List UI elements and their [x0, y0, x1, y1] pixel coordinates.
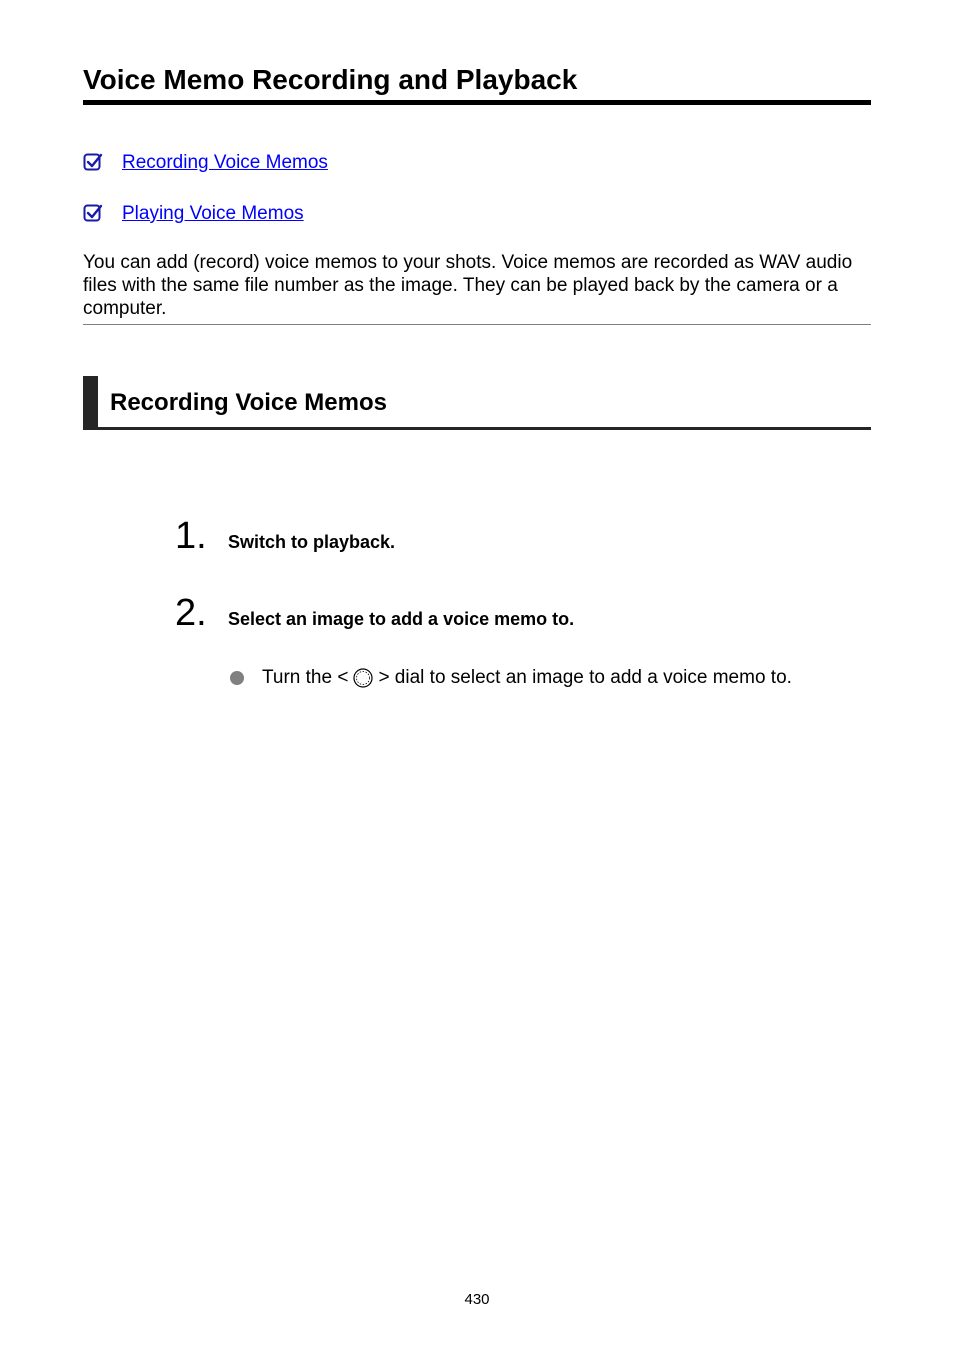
step-number: 2. [175, 592, 207, 634]
step-text: Select an image to add a voice memo to. [228, 609, 575, 629]
quick-control-dial-icon [352, 667, 374, 689]
page-number: 430 [464, 1291, 490, 1308]
step-1 [175, 516, 395, 556]
step-number: 1. [175, 515, 207, 557]
page-title: Voice Memo Recording and Playback [83, 62, 871, 105]
bullet-text-after: > dial to select an image to add a voice memo to. [378, 667, 792, 688]
link-recording-voice-memos[interactable]: Recording Voice Memos [122, 152, 328, 173]
bullet-item [230, 666, 792, 690]
checkbox-link-icon [83, 204, 103, 224]
step-text: Switch to playback. [228, 532, 396, 552]
toc-item-recording[interactable] [83, 151, 328, 175]
bullet-dot-icon [230, 671, 244, 685]
step-2 [175, 593, 574, 633]
bullet-text-before: Turn the < [262, 667, 349, 688]
checkbox-link-icon [83, 153, 103, 173]
bullet-text [262, 666, 792, 690]
link-playing-voice-memos[interactable]: Playing Voice Memos [122, 203, 304, 224]
section-heading [83, 376, 871, 430]
toc-item-playing[interactable] [83, 202, 304, 226]
section-heading-text: Recording Voice Memos [110, 389, 387, 416]
intro-paragraph: You can add (record) voice memos to your shots. Voice memos are recorded as WAV audio files with the same file number as the image. They can be played back by the camera or a computer. [83, 251, 871, 325]
